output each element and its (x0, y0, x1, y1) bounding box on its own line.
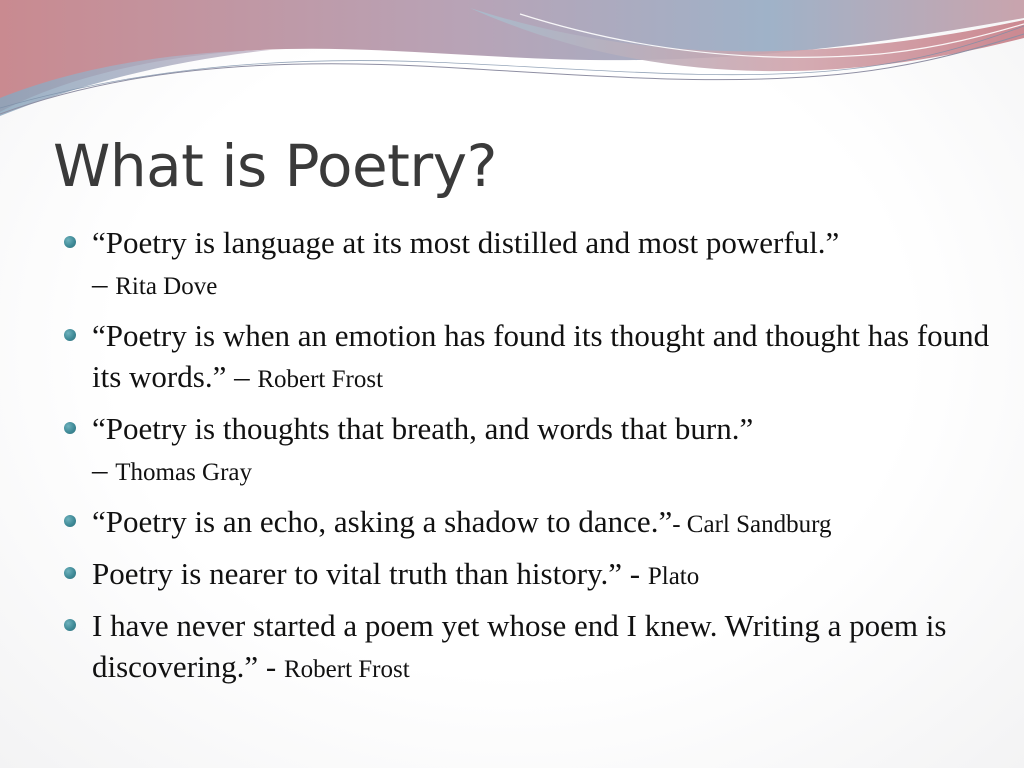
quote-text: “Poetry is an echo, asking a shadow to dance.” (92, 504, 673, 539)
quote-text: “Poetry is when an emotion has found its thought and thought has found its words.” (92, 318, 990, 394)
quote-author: Robert Frost (257, 366, 384, 393)
bullet-icon (64, 515, 76, 527)
quote-item (62, 408, 1002, 493)
quote-dash: - (672, 511, 687, 538)
quote-dash: – (92, 452, 116, 487)
quote-text: “Poetry is thoughts that breath, and words that burn.” (92, 411, 754, 446)
quote-item (62, 553, 1002, 597)
bullet-icon (64, 422, 76, 434)
quote-author: Plato (647, 563, 700, 590)
slide-title: What is Poetry? (53, 132, 497, 200)
quote-author: Robert Frost (283, 656, 410, 683)
header-wave-decoration (0, 0, 1024, 130)
quote-text: “Poetry is language at its most distilled and most powerful.” (92, 225, 840, 260)
quote-author: Carl Sandburg (686, 511, 832, 538)
quote-text: I have never started a poem yet whose end I knew. Writing a poem is discovering.” (92, 608, 947, 684)
quote-dash: - (258, 649, 284, 684)
quote-item (62, 222, 1002, 307)
quote-list (62, 222, 1002, 698)
quote-dash: – (226, 359, 258, 394)
quote-author: Thomas Gray (115, 459, 253, 486)
bullet-icon (64, 236, 76, 248)
bullet-icon (64, 619, 76, 631)
quote-author: Rita Dove (115, 273, 218, 300)
quote-dash: – (92, 266, 116, 301)
quote-item (62, 315, 1002, 400)
quote-item (62, 605, 1002, 690)
quote-item (62, 501, 1002, 545)
quote-text: Poetry is nearer to vital truth than history.” (92, 556, 623, 591)
quote-dash: - (622, 556, 648, 591)
bullet-icon (64, 329, 76, 341)
bullet-icon (64, 567, 76, 579)
